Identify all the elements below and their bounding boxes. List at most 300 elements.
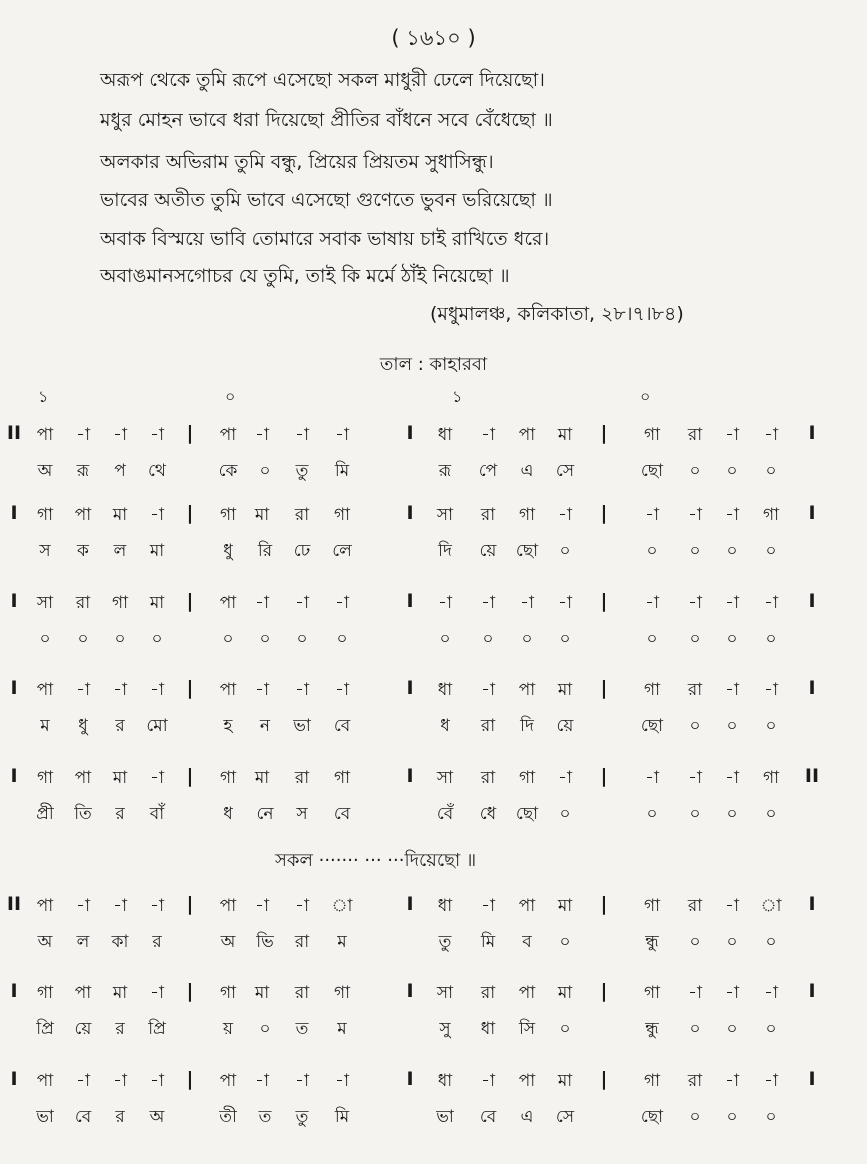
verse-line-2: মধুর মোহন ভাবে ধরা দিয়েছো প্রীতির বাঁধনে সবে বেঁধেছো ॥: [100, 109, 553, 131]
swara-note: রা: [294, 983, 310, 1003]
bar-line: |: [600, 765, 608, 787]
swara-note: সা: [436, 983, 454, 1003]
swara-note: -া: [150, 768, 164, 788]
swara-note: রা: [687, 896, 703, 916]
lyric-syllable: মি: [334, 1107, 350, 1127]
swara-note: -া: [113, 425, 127, 445]
beat-mark-4: ০: [640, 387, 651, 406]
swara-note: পা: [518, 896, 536, 916]
swara-note: পা: [74, 505, 92, 525]
lyric-syllable: ন: [259, 716, 271, 736]
lyric-syllable: র: [115, 804, 125, 824]
swara-row: [0, 677, 867, 707]
swara-note: গা: [518, 505, 536, 525]
swara-note: মা: [112, 768, 128, 788]
swara-note: -া: [113, 680, 127, 700]
bar-line: I: [406, 590, 414, 612]
swara-note: মা: [557, 983, 573, 1003]
swara-note: মা: [112, 983, 128, 1003]
lyric-syllable: র: [152, 932, 162, 952]
lyric-syllable: অ: [220, 932, 236, 952]
swara-note: -া: [255, 896, 269, 916]
lyric-syllable: মা: [149, 541, 165, 561]
swara-note: -া: [558, 593, 572, 613]
swara-note: -া: [645, 593, 659, 613]
lyric-syllable: য়ে: [479, 541, 497, 561]
lyric-syllable: ০: [259, 1019, 271, 1039]
bar-line: |: [186, 502, 194, 524]
bar-line: |: [186, 893, 194, 915]
swara-note: -া: [481, 680, 495, 700]
swara-note: সা: [436, 768, 454, 788]
swara-note: -া: [725, 505, 739, 525]
lyric-syllable: বাঁ: [149, 804, 165, 824]
swara-note: পা: [219, 680, 237, 700]
lyric-syllable: ত: [258, 1107, 272, 1127]
lyric-syllable: ছো: [515, 804, 539, 824]
lyric-syllable: ০: [646, 804, 658, 824]
lyric-row: [0, 713, 867, 743]
lyric-syllable: ছো: [640, 1107, 664, 1127]
verse-line-6: অবাঙমানসগোচর যে তুমি, তাই কি মর্মে ঠাঁই নিয়েছো ॥: [100, 265, 510, 287]
lyric-syllable: রা: [480, 716, 496, 736]
lyric-syllable: তি: [74, 804, 92, 824]
lyric-syllable: ০: [765, 1107, 777, 1127]
lyric-syllable: ছো: [640, 461, 664, 481]
lyric-syllable: ভা: [36, 1107, 54, 1127]
lyric-syllable: কা: [111, 932, 129, 952]
swara-note: মা: [557, 425, 573, 445]
lyric-syllable: ঢে: [293, 541, 311, 561]
swara-note: মা: [254, 983, 270, 1003]
swara-note: পা: [518, 983, 536, 1003]
swara-note: -া: [150, 983, 164, 1003]
bar-line: I: [406, 502, 414, 524]
lyric-syllable: ০: [521, 629, 533, 649]
bar-line-start: I: [10, 590, 18, 612]
lyric-syllable: ধ: [223, 804, 233, 824]
swara-note: গা: [643, 896, 661, 916]
lyric-syllable: ধা: [480, 1019, 496, 1039]
lyric-syllable: ০: [689, 932, 701, 952]
swara-note: পা: [36, 680, 54, 700]
bar-line: |: [600, 590, 608, 612]
lyric-syllable: রি: [257, 541, 273, 561]
lyric-syllable: ধ: [440, 716, 450, 736]
lyric-syllable: স: [296, 804, 308, 824]
swara-note: গা: [333, 768, 351, 788]
swara-note: -া: [725, 593, 739, 613]
bar-line: |: [600, 677, 608, 699]
swara-note: -া: [150, 896, 164, 916]
lyric-syllable: য়ে: [556, 716, 574, 736]
swara-note: -া: [255, 680, 269, 700]
lyric-syllable: বে: [333, 804, 351, 824]
lyric-syllable: ০: [765, 804, 777, 824]
lyric-syllable: ভি: [256, 932, 274, 952]
swara-note: -া: [764, 425, 778, 445]
bar-line: |: [186, 765, 194, 787]
swara-note: রা: [480, 505, 496, 525]
swara-note: রা: [480, 983, 496, 1003]
lyric-row: [0, 458, 867, 488]
swara-note: পা: [219, 425, 237, 445]
lyric-row: [0, 626, 867, 656]
swara-note: রা: [294, 505, 310, 525]
lyric-syllable: ন্ধু: [645, 1019, 659, 1039]
swara-note: ধা: [437, 425, 453, 445]
swara-note: -া: [688, 768, 702, 788]
swara-note: -া: [481, 593, 495, 613]
swara-note: -া: [558, 505, 572, 525]
lyric-syllable: প্রী: [36, 804, 54, 824]
swara-row: [0, 1068, 867, 1098]
bar-line-end: I: [808, 422, 816, 444]
swara-note: -া: [76, 425, 90, 445]
swara-note: -া: [688, 593, 702, 613]
lyric-syllable: ০: [646, 629, 658, 649]
lyric-syllable: ০: [689, 461, 701, 481]
lyric-syllable: ল: [76, 932, 90, 952]
bar-line: |: [186, 1068, 194, 1090]
swara-note: মা: [112, 505, 128, 525]
swara-note: -া: [481, 425, 495, 445]
lyric-syllable: প্রি: [148, 1019, 166, 1039]
swara-note: -া: [764, 983, 778, 1003]
swara-note: গা: [219, 768, 237, 788]
lyric-syllable: ০: [336, 629, 348, 649]
lyric-syllable: ০: [646, 541, 658, 561]
lyric-syllable: রা: [294, 932, 310, 952]
swara-note: মা: [557, 680, 573, 700]
swara-note: া: [331, 896, 353, 916]
beat-mark-3: ১: [452, 387, 463, 406]
swara-note: গা: [111, 593, 129, 613]
swara-note: -া: [725, 768, 739, 788]
lyric-syllable: ০: [559, 629, 571, 649]
swara-note: গা: [518, 768, 536, 788]
swara-note: -া: [255, 593, 269, 613]
lyric-syllable: নে: [256, 804, 274, 824]
swara-note: -া: [688, 505, 702, 525]
swara-note: ধা: [437, 896, 453, 916]
lyric-syllable: ছো: [515, 541, 539, 561]
swara-note: গা: [219, 505, 237, 525]
lyric-syllable: এ: [520, 461, 534, 481]
lyric-syllable: ধু: [223, 541, 233, 561]
bar-line-start: II: [6, 422, 22, 444]
swara-note: রা: [687, 680, 703, 700]
beat-mark-1: ১: [38, 387, 49, 406]
lyric-syllable: ০: [689, 1019, 701, 1039]
lyric-syllable: দি: [520, 716, 534, 736]
lyric-syllable: কে: [218, 461, 238, 481]
lyric-syllable: তী: [219, 1107, 237, 1127]
swara-note: -া: [481, 896, 495, 916]
lyric-syllable: বে: [333, 716, 351, 736]
lyric-syllable: অ: [37, 461, 53, 481]
bar-line-end: II: [804, 765, 820, 787]
swara-note: গা: [333, 983, 351, 1003]
swara-note: -া: [76, 1071, 90, 1091]
bar-line: I: [406, 893, 414, 915]
swara-note: গা: [643, 680, 661, 700]
bar-line-start: I: [10, 1068, 18, 1090]
lyric-syllable: য়ে: [74, 1019, 92, 1039]
lyric-syllable: ০: [439, 629, 451, 649]
swara-note: গা: [643, 1071, 661, 1091]
lyric-syllable: ০: [151, 629, 163, 649]
lyric-syllable: রূ: [438, 461, 452, 481]
swara-note: গা: [333, 505, 351, 525]
swara-note: -া: [725, 983, 739, 1003]
lyric-syllable: ০: [259, 461, 271, 481]
taal-heading: তাল : কাহারবা: [379, 354, 488, 375]
swara-row: [0, 765, 867, 795]
lyric-syllable: সে: [555, 1107, 575, 1127]
bar-line-end: I: [808, 893, 816, 915]
swara-note: ধা: [437, 1071, 453, 1091]
bar-line-end: I: [808, 677, 816, 699]
lyric-syllable: ম: [40, 716, 50, 736]
lyric-syllable: অ: [37, 932, 53, 952]
lyric-syllable: ০: [726, 1107, 738, 1127]
swara-note: -া: [76, 896, 90, 916]
bar-line-start: II: [6, 893, 22, 915]
bar-line: I: [406, 980, 414, 1002]
lyric-syllable: র: [115, 1107, 125, 1127]
bar-line: |: [600, 502, 608, 524]
swara-note: -া: [113, 896, 127, 916]
lyric-syllable: র: [115, 1019, 125, 1039]
swara-note: মা: [557, 896, 573, 916]
swara-note: গা: [643, 425, 661, 445]
lyric-syllable: ০: [726, 932, 738, 952]
bar-line: I: [406, 677, 414, 699]
lyric-row: [0, 1016, 867, 1046]
swara-note: মা: [557, 1071, 573, 1091]
lyric-syllable: রূ: [76, 461, 90, 481]
refrain-line: সকল ······· ··· ···দিয়েছো ॥: [275, 850, 477, 871]
lyric-syllable: ০: [726, 804, 738, 824]
swara-note: -া: [295, 425, 309, 445]
lyric-syllable: অ: [149, 1107, 165, 1127]
lyric-syllable: ০: [726, 716, 738, 736]
lyric-syllable: ০: [726, 1019, 738, 1039]
swara-note: পা: [36, 425, 54, 445]
bar-line-start: I: [10, 677, 18, 699]
bar-line: |: [600, 1068, 608, 1090]
lyric-syllable: ০: [222, 629, 234, 649]
bar-line-end: I: [808, 980, 816, 1002]
swara-note: মা: [254, 768, 270, 788]
bar-line: I: [406, 765, 414, 787]
swara-note: পা: [219, 1071, 237, 1091]
lyric-syllable: ভা: [293, 716, 311, 736]
bar-line: |: [600, 980, 608, 1002]
lyric-syllable: ০: [559, 541, 571, 561]
swara-note: -া: [150, 505, 164, 525]
swara-note: রা: [294, 768, 310, 788]
lyric-syllable: ০: [689, 716, 701, 736]
swara-note: -া: [150, 425, 164, 445]
swara-row: [0, 980, 867, 1010]
swara-note: মা: [254, 505, 270, 525]
swara-row: [0, 590, 867, 620]
lyric-syllable: ম: [337, 932, 347, 952]
lyric-syllable: ০: [765, 461, 777, 481]
swara-note: গা: [219, 983, 237, 1003]
bar-line-end: I: [808, 502, 816, 524]
bar-line-start: I: [10, 765, 18, 787]
bar-line: |: [186, 677, 194, 699]
swara-note: -া: [113, 1071, 127, 1091]
swara-note: -া: [295, 1071, 309, 1091]
swara-note: পা: [518, 1071, 536, 1091]
lyric-syllable: ০: [39, 629, 51, 649]
swara-note: পা: [219, 593, 237, 613]
swara-note: -া: [520, 593, 534, 613]
swara-note: গা: [36, 983, 54, 1003]
lyric-syllable: ০: [689, 1107, 701, 1127]
lyric-syllable: ০: [726, 541, 738, 561]
swara-note: -া: [76, 680, 90, 700]
swara-note: -া: [725, 425, 739, 445]
lyric-syllable: ক: [77, 541, 89, 561]
swara-note: পা: [36, 896, 54, 916]
swara-note: -া: [764, 1071, 778, 1091]
lyric-syllable: ০: [689, 541, 701, 561]
swara-row: [0, 893, 867, 923]
swara-note: -া: [481, 1071, 495, 1091]
swara-row: [0, 422, 867, 452]
lyric-syllable: মি: [334, 461, 350, 481]
lyric-syllable: বে: [479, 1107, 497, 1127]
lyric-syllable: ০: [559, 1019, 571, 1039]
swara-note: -া: [150, 1071, 164, 1091]
swara-note: রা: [480, 768, 496, 788]
swara-note: -া: [335, 680, 349, 700]
swara-note: রা: [75, 593, 91, 613]
lyric-syllable: ০: [765, 541, 777, 561]
lyric-syllable: ব: [522, 932, 532, 952]
swara-note: -া: [255, 1071, 269, 1091]
swara-note: গা: [36, 768, 54, 788]
lyric-row: [0, 1104, 867, 1134]
bar-line: |: [600, 422, 608, 444]
lyric-syllable: ০: [689, 629, 701, 649]
lyric-syllable: ০: [114, 629, 126, 649]
lyric-syllable: ০: [689, 804, 701, 824]
lyric-syllable: ছো: [640, 716, 664, 736]
lyric-syllable: তু: [295, 461, 309, 481]
swara-note: -া: [764, 593, 778, 613]
lyric-syllable: ত: [295, 1019, 309, 1039]
swara-note: -া: [295, 896, 309, 916]
swara-note: -া: [725, 1071, 739, 1091]
lyric-syllable: এ: [520, 1107, 534, 1127]
lyric-syllable: বে: [74, 1107, 92, 1127]
lyric-syllable: ০: [559, 932, 571, 952]
swara-note: -া: [764, 680, 778, 700]
lyric-syllable: ০: [77, 629, 89, 649]
lyric-row: [0, 801, 867, 831]
swara-note: গা: [762, 768, 780, 788]
lyric-syllable: সে: [555, 461, 575, 481]
swara-note: পা: [36, 1071, 54, 1091]
lyric-row: [0, 538, 867, 568]
lyric-syllable: মো: [146, 716, 168, 736]
lyric-syllable: য়: [222, 1019, 234, 1039]
swara-note: পা: [74, 983, 92, 1003]
beat-mark-2: ০: [225, 387, 236, 406]
swara-note: -া: [150, 680, 164, 700]
lyric-syllable: হ: [223, 716, 233, 736]
verse-line-3: অলকার অভিরাম তুমি বন্ধু, প্রিয়ের প্রিয়তম সুধাসিন্ধু।: [100, 151, 494, 173]
lyric-syllable: মি: [480, 932, 496, 952]
swara-note: -া: [645, 505, 659, 525]
lyric-syllable: ভা: [436, 1107, 454, 1127]
swara-note: -া: [725, 680, 739, 700]
swara-note: সা: [436, 505, 454, 525]
swara-note: -া: [335, 1071, 349, 1091]
swara-note: সা: [36, 593, 54, 613]
swara-note: -া: [335, 593, 349, 613]
lyric-syllable: ন্ধু: [645, 932, 659, 952]
lyric-syllable: ০: [259, 629, 271, 649]
swara-note: রা: [687, 1071, 703, 1091]
bar-line: I: [406, 422, 414, 444]
swara-note: মা: [149, 593, 165, 613]
swara-note: গা: [762, 505, 780, 525]
bar-line: |: [186, 590, 194, 612]
verse-line-1: অরূপ থেকে তুমি রূপে এসেছো সকল মাধুরী ঢেলে দিয়েছো।: [100, 69, 545, 91]
source-citation: (মধুমালঞ্চ, কলিকাতা, ২৮।৭।৮৪): [430, 303, 684, 325]
bar-line: |: [186, 980, 194, 1002]
lyric-syllable: তু: [295, 1107, 309, 1127]
lyric-syllable: সু: [439, 1019, 451, 1039]
lyric-syllable: বেঁ: [436, 804, 454, 824]
swara-note: -া: [295, 593, 309, 613]
lyric-syllable: পে: [478, 461, 498, 481]
swara-note: -া: [438, 593, 452, 613]
lyric-syllable: ০: [765, 1019, 777, 1039]
verse-line-5: অবাক বিস্ময়ে ভাবি তোমারে সবাক ভাষায় চাই রাখিতে ধরে।: [100, 228, 550, 250]
swara-note: -া: [255, 425, 269, 445]
swara-note: গা: [36, 505, 54, 525]
page-number: ( ১৬১০ ): [391, 26, 476, 50]
swara-note: পা: [74, 768, 92, 788]
lyric-syllable: দি: [438, 541, 452, 561]
swara-note: রা: [687, 425, 703, 445]
swara-note: -া: [295, 680, 309, 700]
swara-note: -া: [688, 983, 702, 1003]
lyric-syllable: ০: [726, 461, 738, 481]
bar-line-end: I: [808, 1068, 816, 1090]
lyric-syllable: ০: [726, 629, 738, 649]
lyric-syllable: র: [115, 716, 125, 736]
lyric-syllable: প্রি: [36, 1019, 54, 1039]
lyric-syllable: ০: [482, 629, 494, 649]
swara-note: পা: [518, 425, 536, 445]
lyric-syllable: থে: [148, 461, 166, 481]
swara-note: -া: [335, 425, 349, 445]
lyric-syllable: প: [114, 461, 126, 481]
swara-note: -া: [645, 768, 659, 788]
swara-note: পা: [219, 896, 237, 916]
lyric-row: [0, 929, 867, 959]
lyric-syllable: ধে: [479, 804, 497, 824]
